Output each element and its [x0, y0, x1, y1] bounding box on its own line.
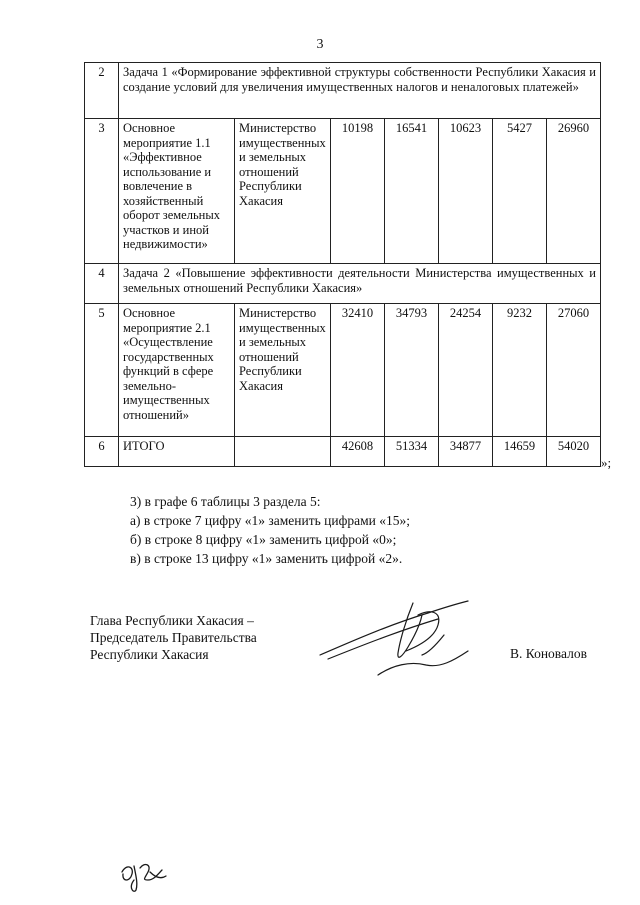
value-cell: 9232 [493, 304, 547, 437]
value-cell: 51334 [385, 437, 439, 467]
instruction-line: а) в строке 7 цифру «1» заменить цифрами «15»; [130, 513, 410, 528]
program-table [84, 62, 601, 467]
executor-cell [235, 437, 331, 467]
signatory-title-line: Глава Республики Хакасия – [90, 613, 254, 628]
measure-name-cell: Основное мероприятие 2.1 «Осуществление государственных функций в сфере земельно-имущественных отношений» [119, 304, 235, 437]
table-row [85, 63, 601, 119]
row-number: 5 [85, 304, 119, 437]
closing-quote-mark: »; [601, 455, 612, 470]
table-row [85, 437, 601, 467]
table-row [85, 304, 601, 437]
instruction-line: 3) в графе 6 таблицы 3 раздела 5: [130, 494, 321, 509]
value-cell: 10198 [331, 119, 385, 264]
executor-cell: Министерство имущественных и земельных отношений Республики Хакасия [235, 304, 331, 437]
value-cell: 32410 [331, 304, 385, 437]
table-row [85, 264, 601, 304]
row-number: 4 [85, 264, 119, 304]
task-cell: Задача 2 «Повышение эффективности деятельности Министерства имущественных и земельных отношений Республики Хакасия» [119, 264, 601, 304]
signatory-title [90, 612, 257, 663]
handwritten-initials [118, 858, 170, 894]
value-cell: 24254 [439, 304, 493, 437]
value-cell: 42608 [331, 437, 385, 467]
handwritten-signature [318, 595, 488, 685]
value-cell: 27060 [547, 304, 601, 437]
value-cell: 26960 [547, 119, 601, 264]
value-cell: 34877 [439, 437, 493, 467]
signatory-title-line: Председатель Правительства [90, 630, 257, 645]
measure-name-cell: Основное мероприятие 1.1 «Эффективное использование и вовлечение в хозяйственный оборот земельных участков и иной недвижимости» [119, 119, 235, 264]
value-cell: 34793 [385, 304, 439, 437]
value-cell: 14659 [493, 437, 547, 467]
signatory-name: В. Коновалов [510, 646, 587, 661]
task-cell: Задача 1 «Формирование эффективной структуры собственности Республики Хакасия и создание условий для увеличения имущественных налогов и неналоговых платежей» [119, 63, 601, 119]
page-number: 3 [316, 37, 324, 52]
amendment-instructions [130, 492, 410, 568]
value-cell: 10623 [439, 119, 493, 264]
total-label-cell: ИТОГО [119, 437, 235, 467]
value-cell: 5427 [493, 119, 547, 264]
row-number: 3 [85, 119, 119, 264]
value-cell: 54020 [547, 437, 601, 467]
instruction-line: б) в строке 8 цифру «1» заменить цифрой «0»; [130, 532, 397, 547]
row-number: 2 [85, 63, 119, 119]
signatory-title-line: Республики Хакасия [90, 647, 209, 662]
row-number: 6 [85, 437, 119, 467]
table-row [85, 119, 601, 264]
instruction-line: в) в строке 13 цифру «1» заменить цифрой «2». [130, 551, 403, 566]
value-cell: 16541 [385, 119, 439, 264]
executor-cell: Министерство имущественных и земельных отношений Республики Хакасия [235, 119, 331, 264]
